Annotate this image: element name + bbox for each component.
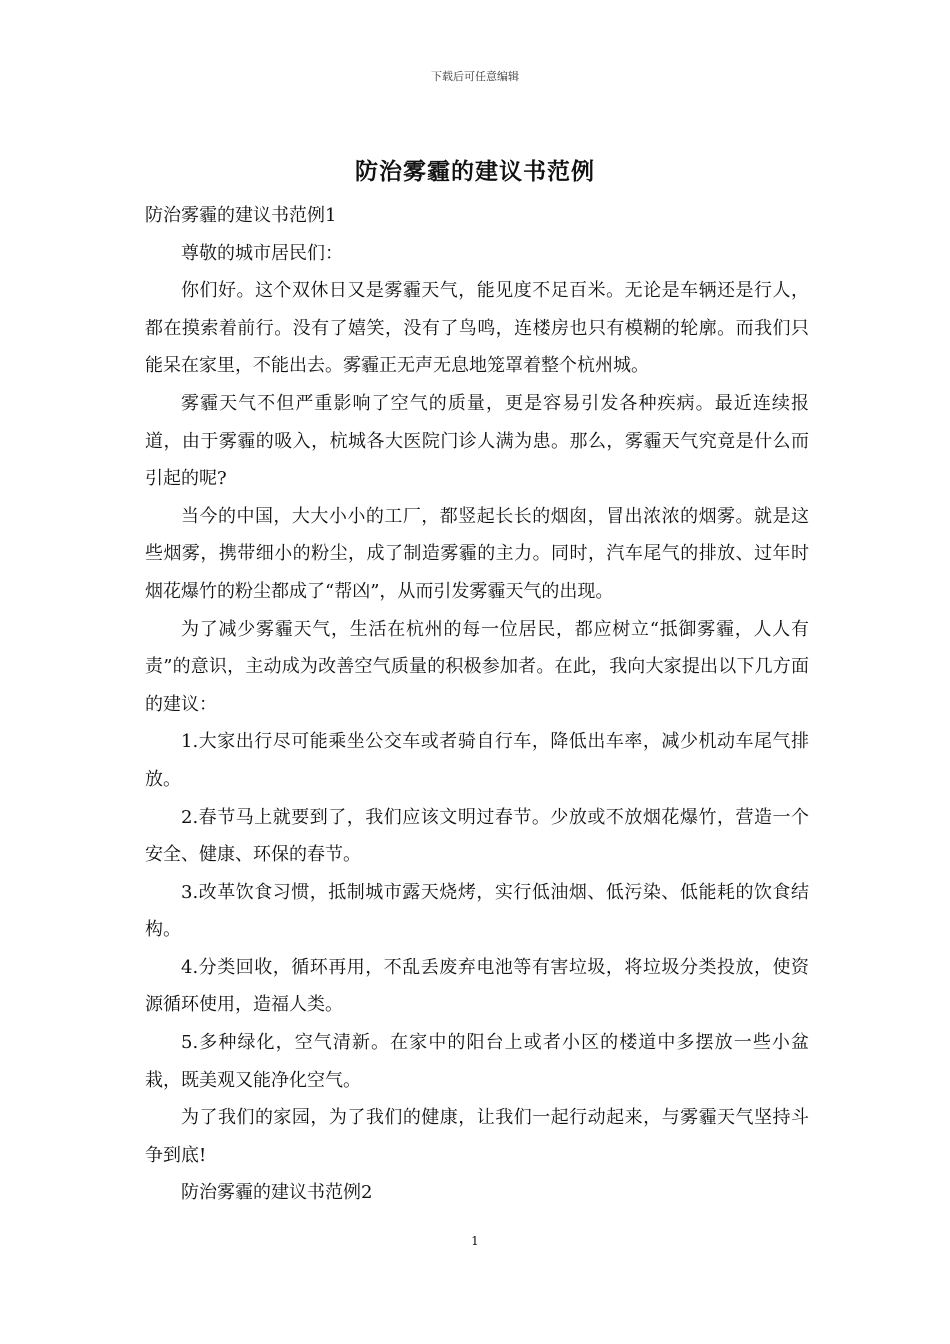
header-note: 下载后可任意编辑 bbox=[431, 70, 519, 83]
paragraph: 雾霾天气不但严重影响了空气的质量，更是容易引发各种疾病。最近连续报道，由于雾霾的吸入，杭城各大医院门诊人满为患。那么，雾霾天气究竟是什么而引起的呢? bbox=[145, 392, 809, 490]
salutation: 尊敬的城市居民们： bbox=[181, 242, 343, 264]
paragraph: 为了减少雾霾天气，生活在杭州的每一位居民，都应树立“抵御雾霾，人人有责”的意识，主动成为改善空气质量的积极参加者。在此，我向大家提出以下几方面的建议： bbox=[145, 618, 809, 715]
section1-heading: 防治雾霾的建议书范例1 bbox=[145, 205, 337, 226]
section2-heading: 防治雾霾的建议书范例2 bbox=[181, 1182, 373, 1204]
document-body bbox=[145, 197, 809, 1212]
paragraph: 你们好。这个双休日又是雾霾天气，能见度不足百米。无论是车辆还是行人，都在摸索着前行。没有了嬉笑，没有了鸟鸣，连楼房也只有模糊的轮廓。而我们只能呆在家里，不能出去。雾霾正无声无息地笼罩着整个杭州城。 bbox=[145, 280, 809, 377]
page-number: 1 bbox=[471, 1234, 479, 1248]
suggestion-item: 5.多种绿化，空气清新。在家中的阳台上或者小区的楼道中多摆放一些小盆栽，既美观又能净化空气。 bbox=[145, 1032, 809, 1091]
document-title: 防治雾霾的建议书范例 bbox=[355, 158, 595, 185]
closing-paragraph: 为了我们的家园，为了我们的健康，让我们一起行动起来，与雾霾天气坚持斗争到底! bbox=[145, 1107, 809, 1166]
suggestion-item: 4.分类回收，循环再用，不乱丢废弃电池等有害垃圾，将垃圾分类投放，使资源循环使用，造福人类。 bbox=[145, 956, 809, 1016]
paragraph: 当今的中国，大大小小的工厂，都竖起长长的烟囱，冒出浓浓的烟雾。就是这些烟雾，携带细小的粉尘，成了制造雾霾的主力。同时，汽车尾气的排放、过年时烟花爆竹的粉尘都成了“帮凶”，从而引发雾霾天气的出现。 bbox=[145, 505, 809, 602]
suggestion-item: 1.大家出行尽可能乘坐公交车或者骑自行车，降低出车率，减少机动车尾气排放。 bbox=[145, 731, 809, 790]
suggestion-item: 2.春节马上就要到了，我们应该文明过春节。少放或不放烟花爆竹，营造一个安全、健康、环保的春节。 bbox=[145, 806, 809, 866]
suggestion-item: 3.改革饮食习惯，抵制城市露天烧烤，实行低油烟、低污染、低能耗的饮食结构。 bbox=[145, 881, 809, 941]
